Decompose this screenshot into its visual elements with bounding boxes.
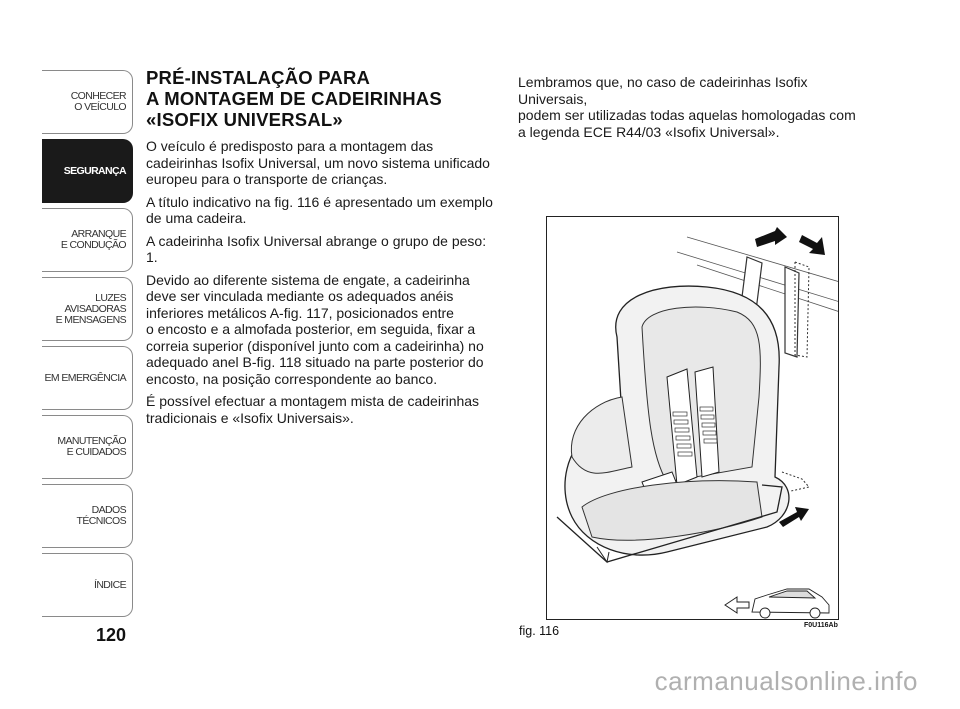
tab-luzes-avisadoras[interactable] (42, 277, 133, 341)
paragraph: É possível efectuar a montagem mista de cadeirinhas tradicionais e «Isofix Universais». (146, 393, 480, 426)
figure-caption: fig. 116 (519, 624, 560, 638)
page-number: 120 (96, 625, 127, 645)
figure-code: F0U116Ab (804, 622, 838, 629)
tab-manutencao-e-cuidados[interactable] (42, 415, 133, 479)
section-heading: PRÉ-INSTALAÇÃO PARA A MONTAGEM DE CADEIRINHAS «ISOFIX UNIVERSAL» (146, 67, 442, 130)
figure-child-seat (546, 216, 839, 620)
paragraph: Devido ao diferente sistema de engate, a cadeirinha deve ser vinculada mediante os adequados anéis inferiores metálicos A-fig. 117, posicionados entre o encosto e a almofada posterior, em seguida, fixar a correia superior (disponível junto com a cadeirinha) no adequado anel B-fig. 118 situado na parte posterior do encosto, na posição correspondente ao banco. (146, 271, 484, 387)
child-seat-illustration (547, 217, 839, 620)
tab-seguranca[interactable] (42, 139, 133, 203)
paragraph: A cadeirinha Isofix Universal abrange o grupo de peso: 1. (146, 232, 487, 265)
paragraph: A título indicativo na fig. 116 é apresentado um exemplo de uma cadeira. (146, 193, 493, 226)
tab-label: CONHECER O VEÍCULO (70, 90, 126, 113)
tab-dados-tecnicos[interactable] (42, 484, 133, 548)
tab-label: EM EMERGÊNCIA (44, 371, 126, 384)
tab-label: MANUTENÇÃO E CUIDADOS (57, 435, 126, 458)
tab-arranque-e-conducao[interactable] (42, 208, 133, 272)
tab-em-emergencia[interactable] (42, 346, 133, 410)
left-column (146, 67, 496, 432)
paragraph: O veículo é predisposto para a montagem das cadeirinhas Isofix Universal, um novo sistema unificado europeu para o transporte de crianças. (146, 138, 490, 187)
watermark-text: carmanualsonline.info (654, 666, 918, 696)
paragraph: Lembramos que, no caso de cadeirinhas Isofix Universais, podem ser utilizadas todas aquelas homologadas com a legenda ECE R44/03 «Isofix Universal». (518, 74, 856, 140)
tab-label: LUZES AVISADORAS E MENSAGENS (55, 291, 126, 326)
right-column (518, 74, 878, 146)
tab-label: SEGURANÇA (63, 164, 126, 177)
tab-conhecer-o-veiculo[interactable] (42, 70, 133, 134)
tab-label: ÍNDICE (94, 578, 126, 591)
tab-indice[interactable] (42, 553, 133, 617)
tab-label: DADOS TÉCNICOS (76, 504, 126, 527)
tab-label: ARRANQUE E CONDUÇÃO (60, 228, 126, 251)
